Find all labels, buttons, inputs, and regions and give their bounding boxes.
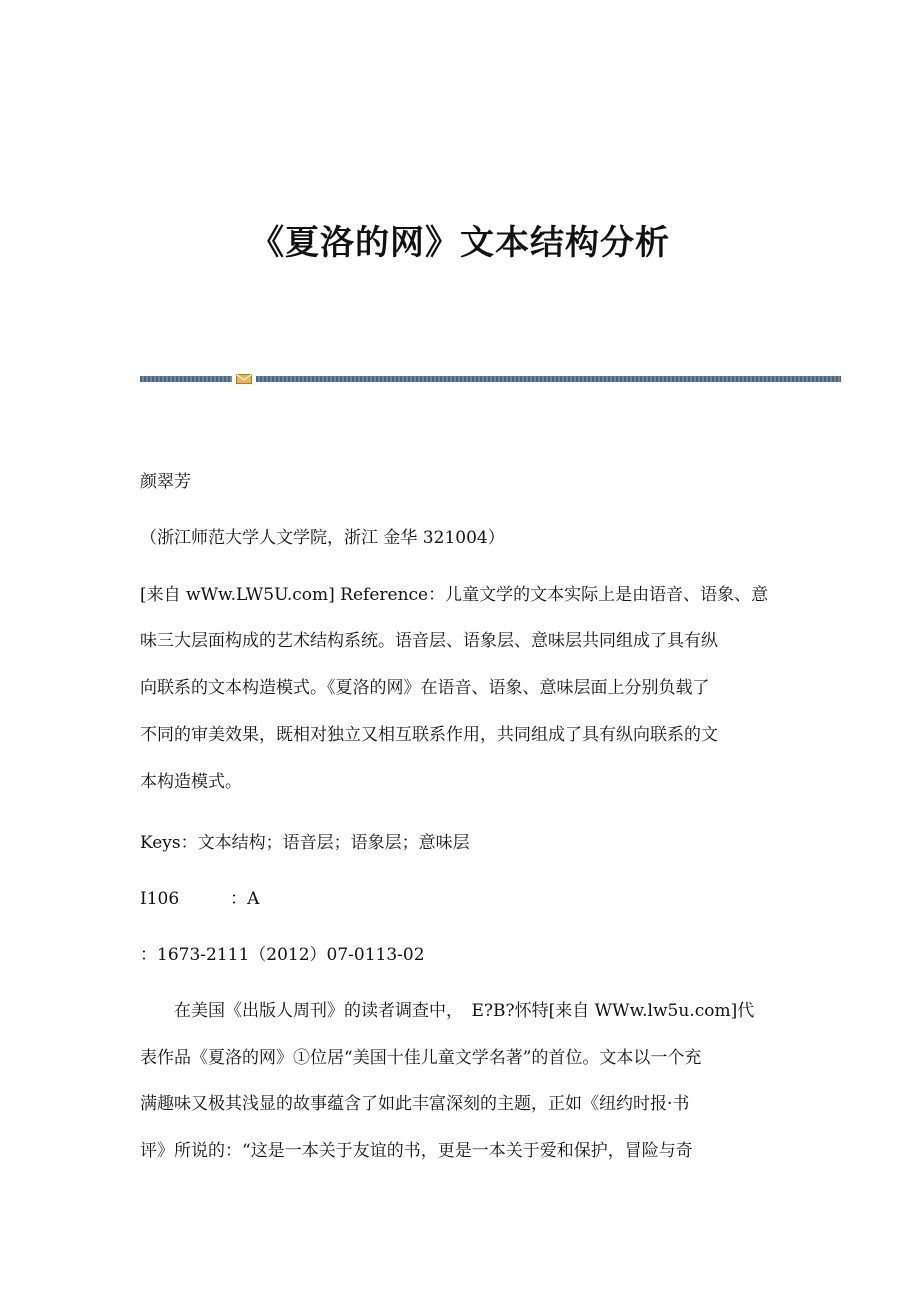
body-line: 评》所说的：“这是一本关于友谊的书，更是一本关于爱和保护，冒险与奇: [140, 1141, 693, 1161]
envelope-ornament-icon: [236, 374, 252, 384]
title-divider: [140, 374, 841, 384]
abstract-line: 味三大层面构成的艺术结构系统。语音层、语象层、意味层共同组成了具有纵: [140, 631, 718, 651]
document-title: 《夏洛的网》文本结构分析: [250, 223, 670, 263]
abstract-line: 不同的审美效果，既相对独立又相互联系作用，共同组成了具有纵向联系的文: [140, 725, 718, 745]
divider-bar-left: [140, 376, 232, 382]
divider-bar-right: [256, 376, 841, 382]
abstract-line: [来自 wWw.LW5U.com] Reference：儿童文学的文本实际上是由语音、语象、意: [140, 585, 769, 605]
author-name: 颜翠芳: [140, 472, 191, 492]
abstract-line: 本构造模式。: [140, 772, 242, 792]
classification-code: I106 ：A: [140, 889, 260, 909]
issn-code: ：1673-2111（2012）07-0113-02: [140, 945, 425, 965]
body-line: 在美国《出版人周刊》的读者调查中， E?B?怀特[来自 WWw.lw5u.com]代: [140, 1001, 755, 1021]
author-affiliation: （浙江师范大学人文学院，浙江 金华 321004）: [140, 528, 505, 548]
abstract-line: 向联系的文本构造模式。《夏洛的网》在语音、语象、意味层面上分别负载了: [140, 678, 710, 698]
body-line: 满趣味又极其浅显的故事蕴含了如此丰富深刻的主题，正如《纽约时报·书: [140, 1094, 690, 1114]
keywords: Keys：文本结构；语音层；语象层；意味层: [140, 833, 470, 853]
body-line: 表作品《夏洛的网》①位居“美国十佳儿童文学名著”的首位。文本以一个充: [140, 1048, 702, 1068]
